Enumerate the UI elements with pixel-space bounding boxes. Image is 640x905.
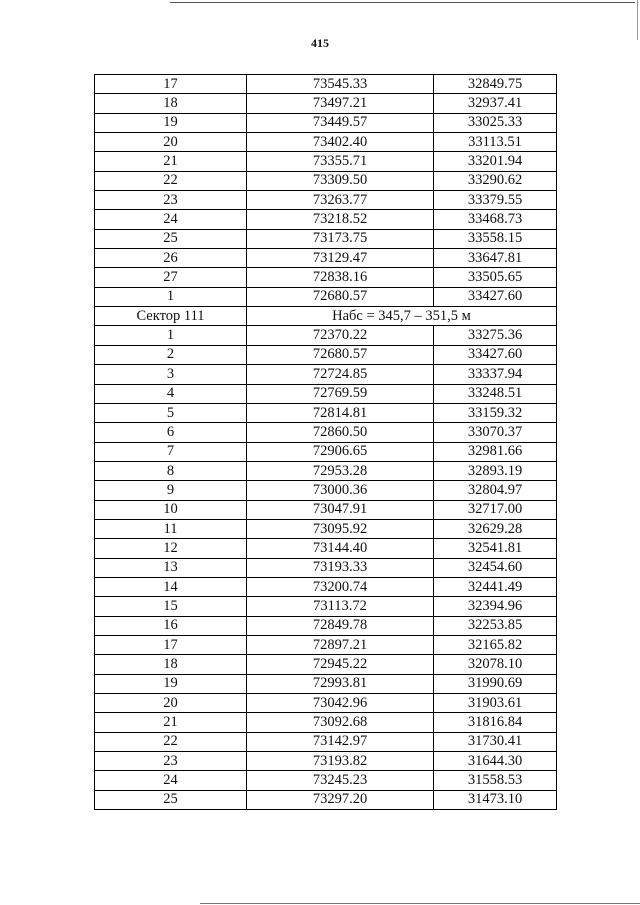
x-coordinate-cell: 73193.82	[247, 752, 434, 771]
point-number-cell: 19	[95, 674, 247, 693]
table-row	[95, 75, 557, 94]
x-coordinate-cell: 73402.40	[247, 133, 434, 152]
y-coordinate-cell: 32849.75	[434, 75, 557, 94]
y-coordinate-cell: 33201.94	[434, 152, 557, 171]
point-number-cell: 12	[95, 539, 247, 558]
point-number-cell: 23	[95, 752, 247, 771]
point-number-cell: 20	[95, 694, 247, 713]
sector-header-row	[95, 307, 557, 326]
x-coordinate-cell: 72993.81	[247, 674, 434, 693]
point-number-cell: 27	[95, 268, 247, 287]
point-number-cell: 22	[95, 171, 247, 190]
point-number-cell: 8	[95, 461, 247, 480]
page-number: 415	[311, 36, 329, 50]
x-coordinate-cell: 72906.65	[247, 442, 434, 461]
y-coordinate-cell: 33275.36	[434, 326, 557, 345]
y-coordinate-cell: 32165.82	[434, 635, 557, 654]
y-coordinate-cell: 33248.51	[434, 384, 557, 403]
table-row	[95, 423, 557, 442]
y-coordinate-cell: 33379.55	[434, 191, 557, 210]
x-coordinate-cell: 73142.97	[247, 732, 434, 751]
x-coordinate-cell: 72860.50	[247, 423, 434, 442]
point-number-cell: 6	[95, 423, 247, 442]
x-coordinate-cell: 73545.33	[247, 75, 434, 94]
point-number-cell: 26	[95, 249, 247, 268]
x-coordinate-cell: 72849.78	[247, 616, 434, 635]
point-number-cell: 16	[95, 616, 247, 635]
point-number-cell: 1	[95, 287, 247, 306]
y-coordinate-cell: 33025.33	[434, 113, 557, 132]
y-coordinate-cell: 32078.10	[434, 655, 557, 674]
table-row	[95, 268, 557, 287]
x-coordinate-cell: 73000.36	[247, 481, 434, 500]
y-coordinate-cell: 33290.62	[434, 171, 557, 190]
sector-label: Сектор 111	[95, 307, 247, 326]
sector-height-range: Набс = 345,7 – 351,5 м	[247, 307, 557, 326]
scan-border-right	[637, 0, 638, 40]
x-coordinate-cell: 73497.21	[247, 94, 434, 113]
point-number-cell: 22	[95, 732, 247, 751]
y-coordinate-cell: 32394.96	[434, 597, 557, 616]
scan-border-bottom	[200, 903, 640, 904]
table-row	[95, 481, 557, 500]
x-coordinate-cell: 72953.28	[247, 461, 434, 480]
x-coordinate-cell: 73218.52	[247, 210, 434, 229]
point-number-cell: 5	[95, 403, 247, 422]
table-row	[95, 210, 557, 229]
point-number-cell: 17	[95, 75, 247, 94]
table-row	[95, 500, 557, 519]
point-number-cell: 20	[95, 133, 247, 152]
point-number-cell: 15	[95, 597, 247, 616]
table-row	[95, 403, 557, 422]
point-number-cell: 25	[95, 790, 247, 809]
point-number-cell: 4	[95, 384, 247, 403]
point-number-cell: 21	[95, 152, 247, 171]
point-number-cell: 25	[95, 229, 247, 248]
table-row	[95, 461, 557, 480]
y-coordinate-cell: 33647.81	[434, 249, 557, 268]
x-coordinate-cell: 73355.71	[247, 152, 434, 171]
table-row	[95, 771, 557, 790]
table-row	[95, 752, 557, 771]
point-number-cell: 1	[95, 326, 247, 345]
x-coordinate-cell: 73047.91	[247, 500, 434, 519]
x-coordinate-cell: 73263.77	[247, 191, 434, 210]
table-row	[95, 442, 557, 461]
table-row	[95, 152, 557, 171]
y-coordinate-cell: 33505.65	[434, 268, 557, 287]
table-row	[95, 191, 557, 210]
table-row	[95, 597, 557, 616]
coordinates-table	[94, 74, 557, 810]
y-coordinate-cell: 33468.73	[434, 210, 557, 229]
x-coordinate-cell: 72814.81	[247, 403, 434, 422]
table-row	[95, 519, 557, 538]
x-coordinate-cell: 73042.96	[247, 694, 434, 713]
point-number-cell: 24	[95, 771, 247, 790]
table-row	[95, 326, 557, 345]
y-coordinate-cell: 32981.66	[434, 442, 557, 461]
table-row	[95, 539, 557, 558]
y-coordinate-cell: 32717.00	[434, 500, 557, 519]
point-number-cell: 13	[95, 558, 247, 577]
table-row	[95, 384, 557, 403]
x-coordinate-cell: 72769.59	[247, 384, 434, 403]
point-number-cell: 21	[95, 713, 247, 732]
y-coordinate-cell: 31558.53	[434, 771, 557, 790]
x-coordinate-cell: 72945.22	[247, 655, 434, 674]
point-number-cell: 18	[95, 655, 247, 674]
table-row	[95, 365, 557, 384]
y-coordinate-cell: 31816.84	[434, 713, 557, 732]
point-number-cell: 23	[95, 191, 247, 210]
y-coordinate-cell: 31903.61	[434, 694, 557, 713]
x-coordinate-cell: 73113.72	[247, 597, 434, 616]
table-row	[95, 655, 557, 674]
x-coordinate-cell: 73309.50	[247, 171, 434, 190]
point-number-cell: 2	[95, 345, 247, 364]
table-row	[95, 249, 557, 268]
y-coordinate-cell: 31990.69	[434, 674, 557, 693]
y-coordinate-cell: 33159.32	[434, 403, 557, 422]
table-row	[95, 113, 557, 132]
point-number-cell: 10	[95, 500, 247, 519]
table-row	[95, 635, 557, 654]
x-coordinate-cell: 73297.20	[247, 790, 434, 809]
x-coordinate-cell: 73129.47	[247, 249, 434, 268]
x-coordinate-cell: 72370.22	[247, 326, 434, 345]
point-number-cell: 7	[95, 442, 247, 461]
table-row	[95, 287, 557, 306]
table-row	[95, 616, 557, 635]
point-number-cell: 24	[95, 210, 247, 229]
scan-border-top	[170, 2, 635, 3]
x-coordinate-cell: 72838.16	[247, 268, 434, 287]
table-row	[95, 558, 557, 577]
table-row	[95, 345, 557, 364]
y-coordinate-cell: 32541.81	[434, 539, 557, 558]
y-coordinate-cell: 33427.60	[434, 287, 557, 306]
x-coordinate-cell: 73173.75	[247, 229, 434, 248]
table-row	[95, 694, 557, 713]
y-coordinate-cell: 32253.85	[434, 616, 557, 635]
x-coordinate-cell: 72897.21	[247, 635, 434, 654]
point-number-cell: 19	[95, 113, 247, 132]
y-coordinate-cell: 31473.10	[434, 790, 557, 809]
point-number-cell: 14	[95, 577, 247, 596]
y-coordinate-cell: 32804.97	[434, 481, 557, 500]
y-coordinate-cell: 32454.60	[434, 558, 557, 577]
y-coordinate-cell: 33427.60	[434, 345, 557, 364]
x-coordinate-cell: 73144.40	[247, 539, 434, 558]
table-row	[95, 171, 557, 190]
x-coordinate-cell: 72680.57	[247, 345, 434, 364]
y-coordinate-cell: 32937.41	[434, 94, 557, 113]
point-number-cell: 11	[95, 519, 247, 538]
point-number-cell: 9	[95, 481, 247, 500]
x-coordinate-cell: 73092.68	[247, 713, 434, 732]
x-coordinate-cell: 72680.57	[247, 287, 434, 306]
x-coordinate-cell: 73095.92	[247, 519, 434, 538]
coordinates-table-body	[95, 75, 557, 810]
y-coordinate-cell: 32893.19	[434, 461, 557, 480]
table-row	[95, 790, 557, 809]
point-number-cell: 3	[95, 365, 247, 384]
y-coordinate-cell: 33558.15	[434, 229, 557, 248]
table-row	[95, 133, 557, 152]
y-coordinate-cell: 33113.51	[434, 133, 557, 152]
y-coordinate-cell: 32441.49	[434, 577, 557, 596]
table-row	[95, 732, 557, 751]
table-row	[95, 674, 557, 693]
table-row	[95, 94, 557, 113]
y-coordinate-cell: 31730.41	[434, 732, 557, 751]
table-row	[95, 229, 557, 248]
y-coordinate-cell: 33070.37	[434, 423, 557, 442]
x-coordinate-cell: 73193.33	[247, 558, 434, 577]
x-coordinate-cell: 72724.85	[247, 365, 434, 384]
y-coordinate-cell: 31644.30	[434, 752, 557, 771]
point-number-cell: 17	[95, 635, 247, 654]
table-row	[95, 713, 557, 732]
y-coordinate-cell: 33337.94	[434, 365, 557, 384]
x-coordinate-cell: 73200.74	[247, 577, 434, 596]
x-coordinate-cell: 73245.23	[247, 771, 434, 790]
table-row	[95, 577, 557, 596]
x-coordinate-cell: 73449.57	[247, 113, 434, 132]
point-number-cell: 18	[95, 94, 247, 113]
y-coordinate-cell: 32629.28	[434, 519, 557, 538]
